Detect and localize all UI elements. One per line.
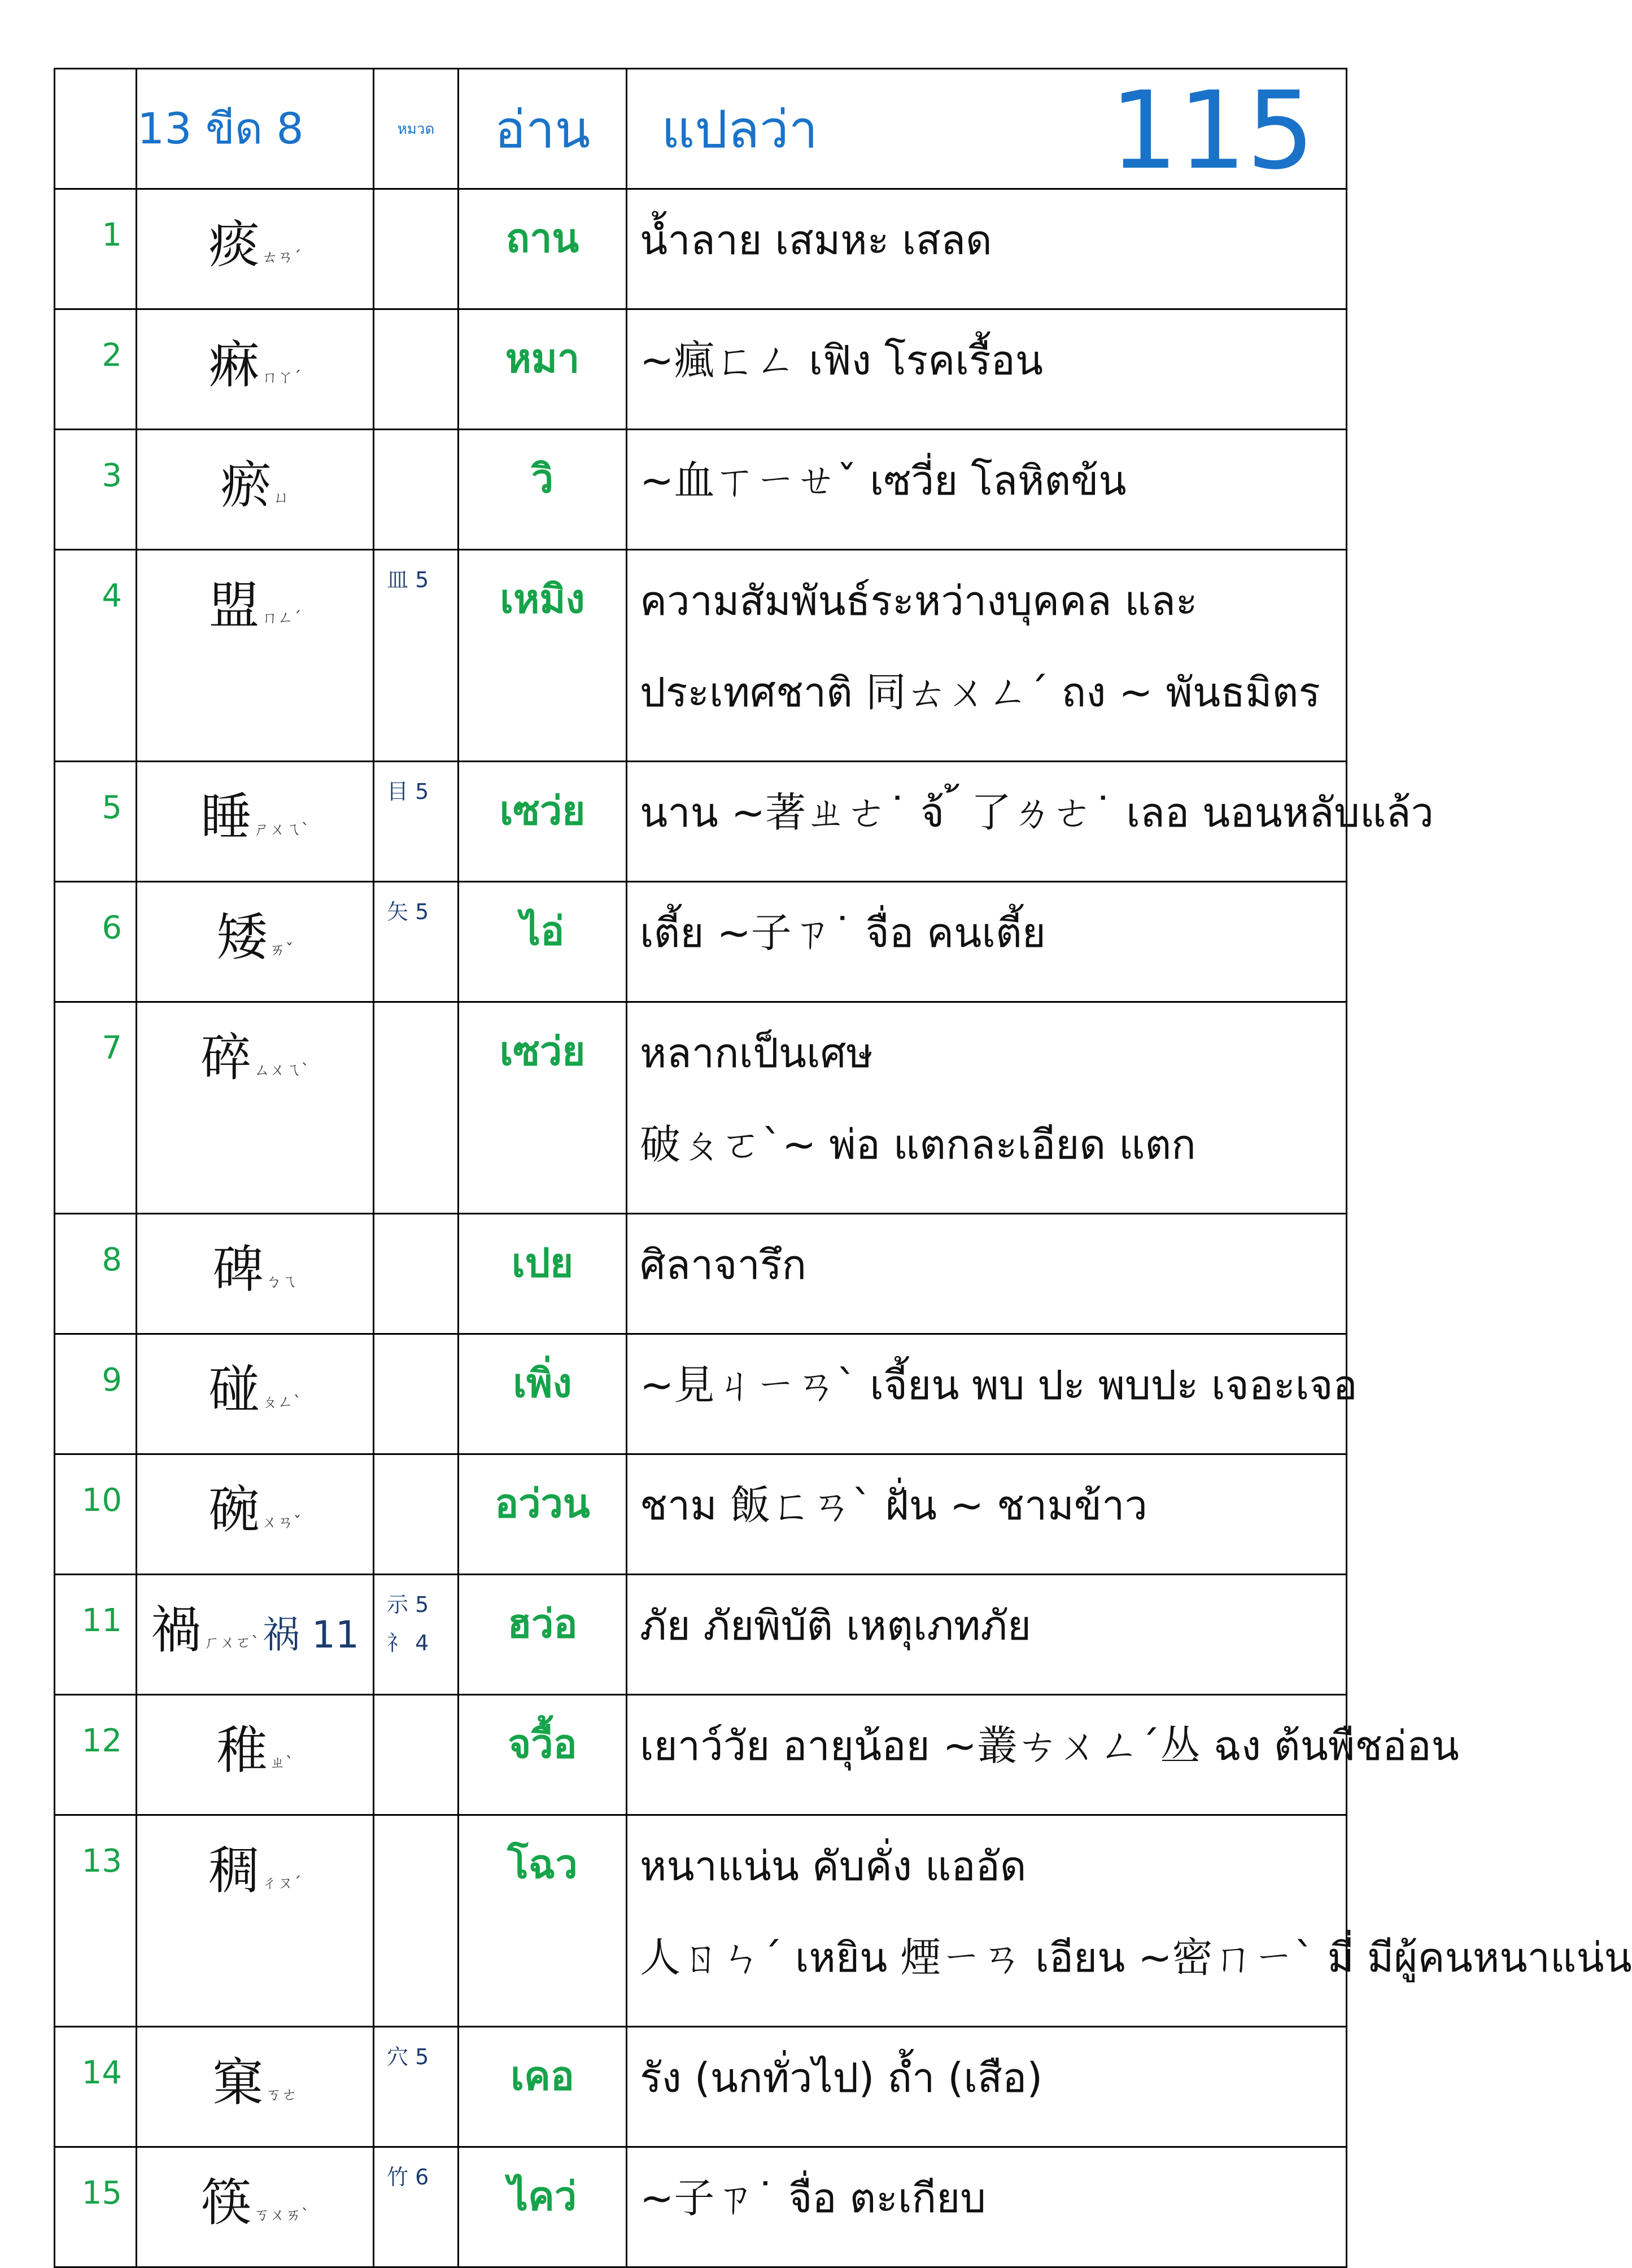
vocabulary-table <box>54 68 1632 2268</box>
radical-cell <box>374 430 459 550</box>
character-cell <box>137 550 374 762</box>
character-cell <box>137 189 374 309</box>
header-radical: หมวด <box>374 69 459 189</box>
radical-label: 皿 5 <box>387 567 429 592</box>
meaning-cell <box>627 1815 1632 2027</box>
zhuyin-annotation: ㄅㄟ <box>265 1272 298 1291</box>
vocabulary-sheet <box>54 68 1632 2268</box>
zhuyin-annotation: ㄞˇ <box>269 940 294 959</box>
row-number: 11 <box>55 1575 137 1695</box>
character-cell <box>137 882 374 1002</box>
hanzi-character: 痰 <box>208 215 260 274</box>
row-number: 2 <box>55 309 137 430</box>
radical-alt-label: 礻 4 <box>387 1631 429 1655</box>
radical-cell <box>374 1575 459 1695</box>
zhuyin-annotation: ㄇㄚˊ <box>261 368 302 386</box>
character-cell <box>137 2027 374 2147</box>
character-cell <box>137 1002 374 1214</box>
meaning-cell <box>627 1214 1347 1334</box>
thai-reading: เปย <box>459 1214 627 1334</box>
row-number: 6 <box>55 882 137 1002</box>
meaning-line: รัง (นกทั่วไป) ถ้ำ (เสือ) <box>640 2054 1043 2101</box>
table-row <box>55 430 1347 550</box>
radical-label: 穴 5 <box>387 2044 429 2069</box>
header-reading: อ่าน <box>459 69 627 189</box>
meaning-cell <box>627 1334 1358 1454</box>
meaning-cell <box>627 430 1347 550</box>
meaning-line: หลากเป็นเศษ <box>640 1029 873 1077</box>
hanzi-character: 碗 <box>208 1480 260 1540</box>
zhuyin-annotation: ㄎㄨㄞˋ <box>254 2205 309 2224</box>
zhuyin-annotation: ㄔㄡˊ <box>261 1873 302 1892</box>
table-row <box>55 882 1347 1002</box>
radical-cell <box>374 1214 459 1334</box>
meaning-cell <box>627 762 1434 882</box>
radical-cell <box>374 1454 459 1575</box>
radical-label: 矢 5 <box>387 899 429 924</box>
character-cell <box>137 1575 374 1695</box>
hanzi-character: 稚 <box>216 1721 268 1780</box>
character-cell <box>137 1454 374 1575</box>
thai-reading: วิ <box>459 430 627 550</box>
thai-reading: จวื้อ <box>459 1695 627 1815</box>
hanzi-character: 窠 <box>212 2053 264 2112</box>
meaning-line: ความสัมพันธ์ระหว่างบุคคล และ <box>640 577 1198 624</box>
zhuyin-annotation: ㄎㄜ <box>265 2085 298 2104</box>
header-number-cell <box>55 69 137 189</box>
simplified-character: 祸 11 <box>263 1613 359 1657</box>
radical-cell <box>374 2147 459 2267</box>
thai-reading: ไอ่ <box>459 882 627 1002</box>
zhuyin-annotation: ㄆㄥˋ <box>261 1392 302 1411</box>
header-meaning-cell <box>627 68 1347 193</box>
row-number: 14 <box>55 2027 137 2147</box>
header-strokes: 13 ขีด 8 <box>137 69 374 189</box>
hanzi-character: 碑 <box>212 1240 264 1299</box>
meaning-cell <box>627 1575 1347 1695</box>
character-cell <box>137 1815 374 2027</box>
zhuyin-annotation: ㄩ <box>273 488 290 506</box>
table-row <box>55 2027 1347 2147</box>
character-cell <box>137 1334 374 1454</box>
hanzi-character: 盟 <box>208 576 260 635</box>
meaning-line: ~見ㄐㄧㄢˋ เจี้ยน พบ ปะ พบปะ เจอะเจอ <box>640 1361 1358 1409</box>
table-row <box>55 1454 1347 1575</box>
row-number: 13 <box>55 1815 137 2027</box>
table-row <box>55 1815 1347 2027</box>
row-number: 4 <box>55 550 137 762</box>
header-meaning: แปลว่า <box>661 99 818 160</box>
hanzi-character: 碰 <box>208 1360 260 1419</box>
character-cell <box>137 2147 374 2267</box>
table-row <box>55 189 1347 309</box>
hanzi-character: 瘀 <box>220 456 272 515</box>
radical-cell <box>374 1002 459 1214</box>
character-cell <box>137 430 374 550</box>
meaning-line: ชาม 飯ㄈㄢˋ ฝั่น ~ ชามข้าว <box>640 1482 1147 1529</box>
radical-cell <box>374 2027 459 2147</box>
radical-cell <box>374 309 459 430</box>
page-number: 115 <box>1110 68 1315 193</box>
table-row <box>55 762 1347 882</box>
thai-reading: เพิ่ง <box>459 1334 627 1454</box>
character-cell <box>137 1695 374 1815</box>
meaning-line: ศิลาจารึก <box>640 1241 807 1288</box>
radical-cell <box>374 1695 459 1815</box>
radical-cell <box>374 1815 459 2027</box>
zhuyin-annotation: ㄊㄢˊ <box>261 247 302 266</box>
radical-cell <box>374 762 459 882</box>
meaning-line: ภัย ภัยพิบัติ เหตุเภทภัย <box>640 1602 1031 1649</box>
row-number: 7 <box>55 1002 137 1214</box>
hanzi-character: 筷 <box>200 2173 252 2232</box>
table-row <box>55 1002 1347 1214</box>
row-number: 5 <box>55 762 137 882</box>
table-row <box>55 2147 1347 2267</box>
meaning-line: เตี้ย ~子ㄗ˙ จื่อ คนเตี้ย <box>640 909 1046 956</box>
table-row <box>55 1695 1347 1815</box>
zhuyin-annotation: ㄓˋ <box>269 1753 294 1772</box>
thai-reading: โฉว <box>459 1815 627 2027</box>
row-number: 3 <box>55 430 137 550</box>
meaning-line: น้ำลาย เสมหะ เสลด <box>640 216 992 264</box>
thai-reading: อว่วน <box>459 1454 627 1575</box>
row-number: 15 <box>55 2147 137 2267</box>
meaning-line: ~子ㄗ˙ จื่อ ตะเกียบ <box>640 2174 987 2222</box>
meaning-cell <box>627 1002 1347 1214</box>
radical-cell <box>374 189 459 309</box>
zhuyin-annotation: ㄇㄥˊ <box>261 608 302 627</box>
thai-reading: เคอ <box>459 2027 627 2147</box>
radical-cell <box>374 882 459 1002</box>
meaning-line: 破ㄆㄛˋ~ พ่อ แตกละเอียด แตก <box>640 1121 1196 1168</box>
table-row <box>55 1334 1347 1454</box>
character-cell <box>137 1214 374 1334</box>
thai-reading: เซว่ย <box>459 1002 627 1214</box>
character-cell <box>137 309 374 430</box>
hanzi-character: 痳 <box>208 335 260 395</box>
thai-reading: ฮว่อ <box>459 1575 627 1695</box>
hanzi-character: 稠 <box>208 1841 260 1900</box>
row-number: 9 <box>55 1334 137 1454</box>
row-number: 1 <box>55 189 137 309</box>
radical-label: 竹 6 <box>387 2165 429 2190</box>
meaning-cell <box>627 2027 1347 2147</box>
hanzi-character: 睡 <box>200 788 252 847</box>
meaning-cell <box>627 1454 1347 1575</box>
meaning-cell <box>627 882 1347 1002</box>
radical-cell <box>374 550 459 762</box>
row-number: 8 <box>55 1214 137 1334</box>
thai-reading: เหมิง <box>459 550 627 762</box>
radical-label: 示 5 <box>387 1592 429 1617</box>
hanzi-character: 碎 <box>200 1028 252 1087</box>
zhuyin-annotation: ㄕㄨㄟˋ <box>254 820 309 838</box>
meaning-line: 人ㄖㄣˊ เหยิน 煙ㄧㄢ เอียน ~密ㄇㄧˋ มี่ มีผู้คนหนาแน่น <box>640 1934 1632 1981</box>
table-row <box>55 550 1347 762</box>
meaning-line: นาน ~著ㄓㄜ˙ จ้ ้ 了ㄌㄜ˙ เลอ นอนหลับแล้ว <box>640 789 1434 836</box>
meaning-cell <box>627 189 1347 309</box>
radical-label: 目 5 <box>387 779 429 804</box>
zhuyin-annotation: ㄙㄨㄟˋ <box>254 1060 309 1079</box>
radical-cell <box>374 1334 459 1454</box>
row-number: 10 <box>55 1454 137 1575</box>
meaning-line: เยาว์วัย อายุน้อย ~叢ㄘㄨㄥˊ丛 ฉง ต้นพืชอ่อน <box>640 1722 1459 1769</box>
table-row <box>55 309 1347 430</box>
meaning-cell <box>627 1695 1459 1815</box>
thai-reading: เซว่ย <box>459 762 627 882</box>
meaning-line: หนาแน่น คับคั่ง แออัด <box>640 1842 1027 1890</box>
meaning-line: ~瘋ㄈㄥ เฟิง โรคเรื้อน <box>640 337 1044 384</box>
meaning-cell <box>627 309 1347 430</box>
table-row <box>55 1214 1347 1334</box>
zhuyin-annotation: ㄨㄢˇ <box>261 1513 302 1531</box>
meaning-line: ~血ㄒㄧㄝˇ เซวี่ย โลหิตข้น <box>640 457 1127 504</box>
thai-reading: ถาน <box>459 189 627 309</box>
header-row <box>55 69 1347 189</box>
meaning-cell <box>627 550 1347 762</box>
thai-reading: ไคว่ <box>459 2147 627 2267</box>
character-cell <box>137 762 374 882</box>
zhuyin-annotation: ㄏㄨㄛˋ <box>204 1633 260 1651</box>
hanzi-character: 禍 <box>151 1601 202 1660</box>
thai-reading: หมา <box>459 309 627 430</box>
meaning-cell <box>627 2147 1347 2267</box>
table-row <box>55 1575 1347 1695</box>
meaning-line: ประเทศชาติ 同ㄊㄨㄥˊ ถง ~ พันธมิตร <box>640 668 1321 716</box>
row-number: 12 <box>55 1695 137 1815</box>
hanzi-character: 矮 <box>216 908 268 967</box>
